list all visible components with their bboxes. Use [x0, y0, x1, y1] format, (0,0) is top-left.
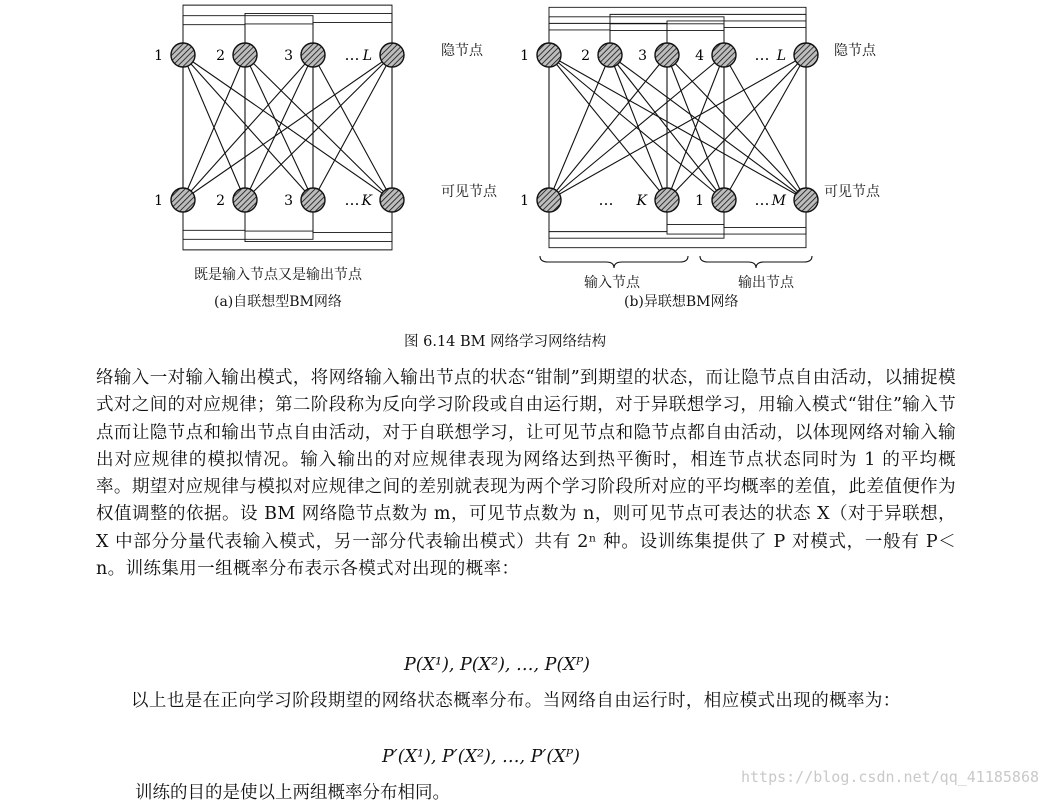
panel-b-visible-node-4	[712, 188, 736, 212]
panel-a-hidden-node-label: 2	[216, 48, 225, 64]
panel-b-visible-node-3	[655, 188, 679, 212]
panel-a-lateral-link	[183, 25, 245, 43]
panel-b-hidden-node-4	[712, 43, 736, 67]
panel-a-lateral-link	[183, 212, 245, 230]
panel-a-lateral-link	[313, 22, 392, 43]
panel-b-lateral-link	[667, 212, 724, 225]
panel-b-visible-ellipsis: …	[598, 191, 614, 209]
panel-a-hidden-node-label: L	[362, 48, 372, 64]
panel-a-visible-label: 可见节点	[441, 184, 497, 200]
panel-a-lateral-link	[245, 212, 313, 231]
panel-b-lateral-link	[724, 28, 806, 43]
panel-b-lateral-link	[667, 30, 724, 43]
panel-b-visible-node-label: K	[636, 193, 647, 209]
panel-a-lateral-link	[245, 212, 392, 242]
panel-a-visible-node-label: K	[361, 193, 372, 209]
output-group-bracket	[700, 256, 812, 268]
panel-b-hidden-node-label: 2	[581, 48, 590, 64]
panel-b-hidden-node-6	[794, 43, 818, 67]
body-paragraph-2: 以上也是在正向学习阶段期望的网络状态概率分布。当网络自由运行时，相应模式出现的概率为：	[131, 691, 901, 711]
panel-b-visible-node-6	[794, 188, 818, 212]
formula-expected-distribution: P(X¹), P(X²), …, P(Xᴾ)	[404, 655, 590, 675]
panel-b-visible-node-label: M	[771, 193, 786, 209]
panel-a-hidden-ellipsis: …	[344, 46, 360, 64]
panel-a-visible-ellipsis: …	[344, 191, 360, 209]
panel-a-visible-node-label: 1	[154, 193, 163, 209]
panel-b-lateral-link	[549, 212, 667, 232]
panel-b-visible-node-1	[537, 188, 561, 212]
panel-a-lateral-link	[245, 13, 392, 43]
panel-b-lateral-link	[724, 212, 806, 227]
panel-b-caption: (b)异联想BM网络	[624, 294, 739, 310]
panel-a-visible-node-5	[380, 188, 404, 212]
panel-a-hidden-node-2	[233, 43, 257, 67]
panel-a-hidden-node-label: 3	[284, 48, 293, 64]
panel-b-hidden-node-3	[655, 43, 679, 67]
panel-b-lateral-link	[549, 7, 806, 43]
panel-b-lateral-link	[549, 30, 610, 43]
input-group-bracket	[540, 256, 688, 268]
panel-b-output-group-label: 输出节点	[738, 275, 794, 291]
panel-a-hidden-node-label: 1	[154, 48, 163, 64]
panel-a-visible-node-label: 3	[284, 193, 293, 209]
panel-a-connections	[183, 5, 392, 250]
panel-b-hidden-node-label: L	[776, 48, 786, 64]
panel-a-visible-node-1	[171, 188, 195, 212]
panel-a-visible-node-2	[233, 188, 257, 212]
body-paragraph-1: 络输入一对输入输出模式，将网络输入输出节点的状态“钳制”到期望的状态，而让隐节点自由活动，以捕捉模式对之间的对应规律；第二阶段称为反向学习阶段或自由运行期，对于异联想学习，用输入模式“钳住”输入节点而让隐节点和输出节点自由活动，对于自联想学习，让可见节点和隐节点都自由活动，以体现网络对输入输出对应规律的模拟情况。输入输出的对应规律表现为网络达到热平衡时，相连节点状态同时为 1 的平均概率。期望对应规律与模拟对应规律之间的差别就表现为两个学习阶段所对应的平均概率的差值，此差值便作为权值调整的依据。设 BM 网络隐节点数为 m，可见节点数为 n，则可见节点可表达的状态 X（对于异联想，X 中部分分量代表输入模式，另一部分代表输出模式）共有 2ⁿ 种。设训练集提供了 P 对模式，一般有 P＜n。训练集用一组概率分布表示各模式对出现的概率：	[96, 368, 956, 580]
panel-a-caption: (a)自联想型BM网络	[214, 294, 342, 310]
panel-b-hidden-node-1	[537, 43, 561, 67]
panel-b-hidden-ellipsis: …	[754, 46, 770, 64]
panel-b-connections	[549, 7, 806, 247]
panel-a-hidden-node-3	[301, 43, 325, 67]
closing-line: 训练的目的是使以上两组概率分布相同。	[135, 783, 450, 803]
panel-a-hidden-node-5	[380, 43, 404, 67]
panel-a-visible-node-label: 2	[216, 193, 225, 209]
network-figure	[0, 0, 1051, 350]
panel-a-hidden-label: 隐节点	[441, 43, 483, 59]
panel-b-visible-node-label: 1	[695, 193, 704, 209]
figure-title: 图 6.14 BM 网络学习网络结构	[404, 334, 607, 350]
panel-b-hidden-node-2	[598, 43, 622, 67]
formula-free-run-distribution: P′(X¹), P′(X²), …, P′(Xᴾ)	[382, 747, 580, 767]
panel-a-lateral-link	[183, 16, 313, 43]
panel-b-input-group-label: 输入节点	[584, 275, 640, 291]
panel-a-lateral-link	[313, 212, 392, 233]
panel-b-hidden-node-label: 4	[695, 48, 704, 64]
panel-a-lateral-link	[245, 24, 313, 43]
bm-network-diagram	[0, 0, 1051, 350]
panel-b-lateral-link	[549, 212, 806, 248]
panel-b-link	[610, 55, 806, 200]
watermark: https://blog.csdn.net/qq_41185868	[740, 768, 1039, 786]
panel-a-hidden-node-1	[171, 43, 195, 67]
panel-b-hidden-label: 隐节点	[834, 43, 876, 59]
panel-a-bottom-note: 既是输入节点又是输出节点	[194, 267, 362, 283]
panel-b-lateral-link	[610, 14, 806, 43]
panel-b-lateral-link	[549, 23, 667, 43]
panel-b-lateral-link	[667, 212, 806, 234]
panel-b-visible-node-label: 1	[520, 193, 529, 209]
panel-b-link	[549, 55, 610, 200]
panel-b-hidden-node-label: 3	[638, 48, 647, 64]
panel-a-visible-node-3	[301, 188, 325, 212]
panel-b-hidden-node-label: 1	[520, 48, 529, 64]
panel-b-visible-label: 可见节点	[824, 184, 880, 200]
panel-b-visible-ellipsis: …	[754, 191, 770, 209]
panel-b-lateral-link	[610, 30, 667, 43]
panel-a-lateral-link	[183, 212, 313, 239]
